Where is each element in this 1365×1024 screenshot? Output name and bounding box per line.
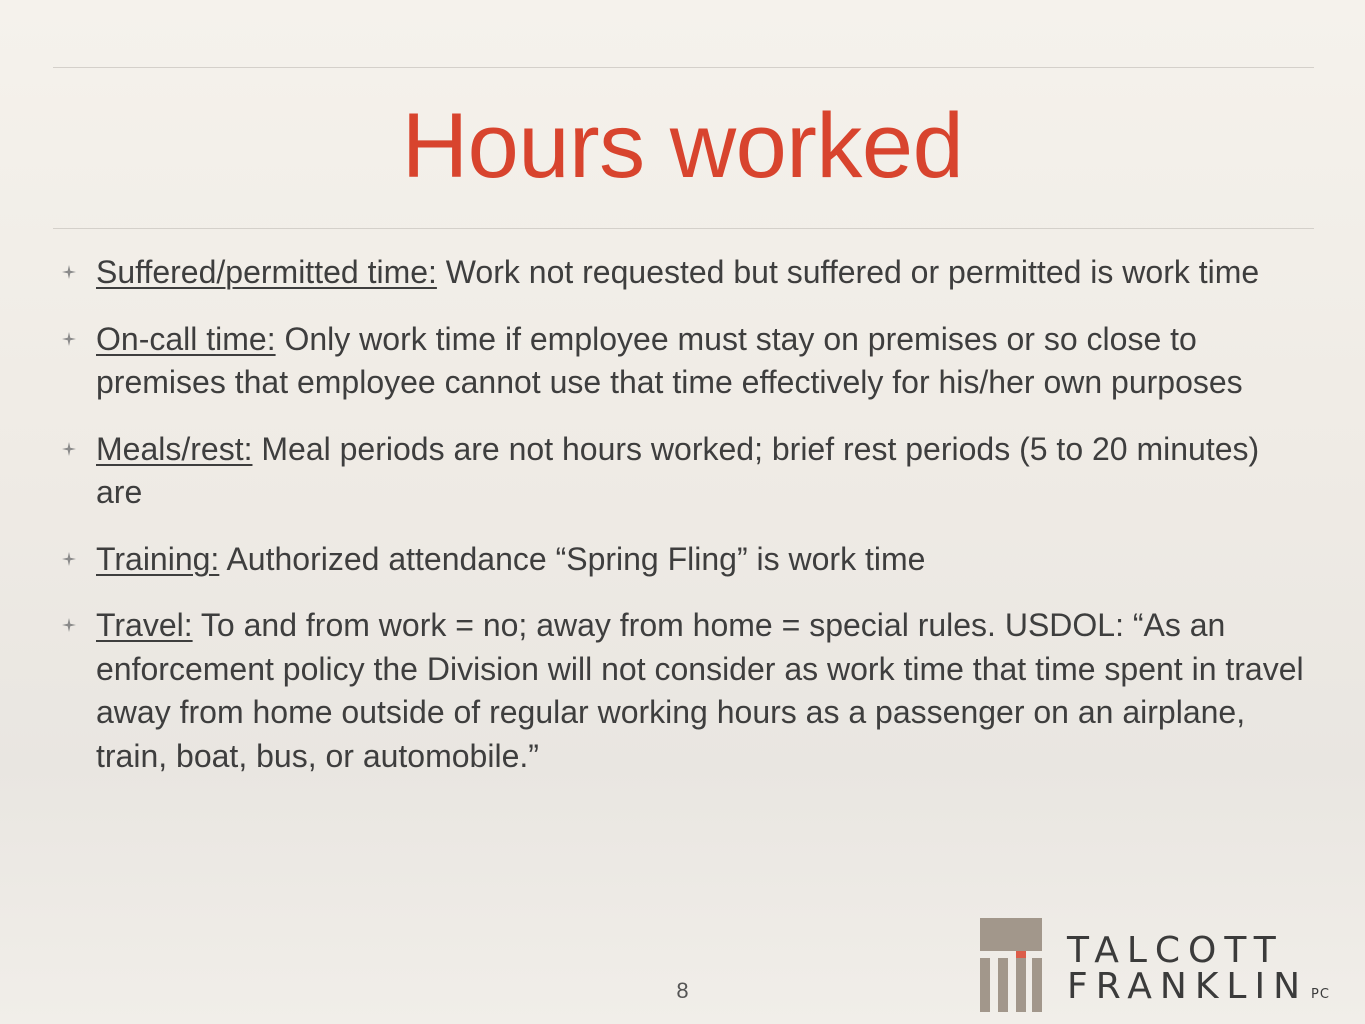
four-point-star-icon <box>62 265 76 279</box>
bullet-term: Travel: <box>96 607 193 643</box>
title-divider <box>53 228 1314 229</box>
bullet-suffered-permitted <box>62 251 1312 295</box>
bullet-training <box>62 538 1312 582</box>
page-number: 8 <box>676 978 689 1003</box>
four-point-star-icon <box>62 442 76 456</box>
bullet-term: On-call time: <box>96 320 276 357</box>
logo-line-1: TALCOTT <box>1067 930 1284 971</box>
bullet-text: To and from work = no; away from home = special rules. USDOL: “As an enforcement policy the Division will not consider as work time that time spent in travel away from home outside of regular working hours as a passenger on an airplane, train, boat, bus, or automobile.” <box>96 607 1304 774</box>
four-point-star-icon <box>62 332 76 346</box>
bullet-on-call <box>62 318 1312 405</box>
slide-title: Hours worked <box>401 95 964 197</box>
bullet-text: Authorized attendance “Spring Fling” is work time <box>219 540 926 577</box>
bullet-text: Meal periods are not hours worked; brief rest periods (5 to 20 minutes) are <box>96 430 1260 510</box>
bullet-list <box>62 251 1312 801</box>
bullet-term: Meals/rest: <box>96 430 253 467</box>
logo-line-2: FRANKLIN <box>1067 966 1309 1007</box>
bullet-text: Work not requested but suffered or permitted is work time <box>436 254 1260 290</box>
bullet-term: Training: <box>96 540 220 577</box>
four-point-star-icon <box>62 618 76 632</box>
bullet-travel <box>62 604 1312 778</box>
bullet-term: Suffered/permitted time: <box>96 254 437 290</box>
four-point-star-icon <box>62 552 76 566</box>
bullet-text: Only work time if employee must stay on premises or so close to premises that employee cannot use that time effectively for his/her own purposes <box>96 320 1243 400</box>
logo-suffix: PC <box>1311 987 1330 1002</box>
top-divider <box>53 67 1314 68</box>
bullet-meals-rest <box>62 428 1312 515</box>
